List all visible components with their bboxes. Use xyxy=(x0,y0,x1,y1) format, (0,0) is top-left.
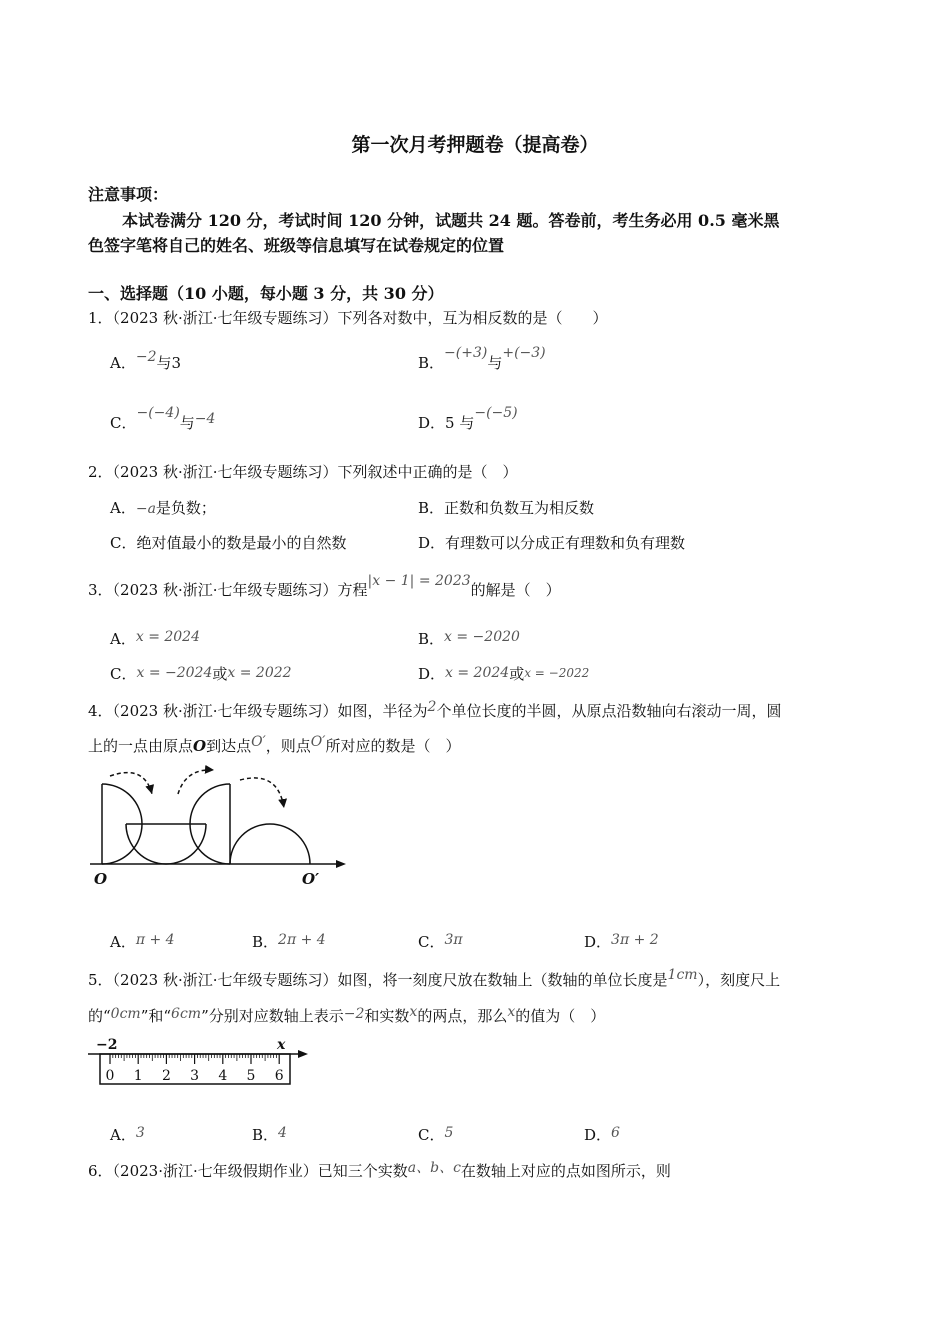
q5-option-a xyxy=(110,1124,145,1145)
q1-c-math2: −4 xyxy=(194,411,216,427)
q5-mx2: x xyxy=(507,1004,516,1020)
page-title: 第一次月考押题卷（提高卷） xyxy=(351,134,599,156)
q3-option-a xyxy=(110,628,200,649)
q4-point-o-prime-2: O′ xyxy=(310,734,326,750)
q3-d-label: D． xyxy=(418,665,446,683)
q4-option-b xyxy=(252,931,326,952)
q1-b-math2: +(−3) xyxy=(502,345,546,361)
q1-b-math1: −(+3) xyxy=(444,345,488,361)
q6-post: 在数轴上对应的点如图所示，则 xyxy=(460,1162,671,1180)
q5-l1-unit: 1cm xyxy=(667,967,698,983)
q5-stem-line-2 xyxy=(88,1005,605,1026)
q4-b-math1: 2π + 4 xyxy=(278,932,326,948)
q4-l1-pre: 4．（2023 秋·浙江·七年级专题练习）如图，半径为 xyxy=(88,702,428,720)
q5-a-label: A． xyxy=(110,1126,136,1144)
q1-c-label: C． xyxy=(110,414,137,432)
ruler-number: 1 xyxy=(133,1068,143,1084)
q3-stem xyxy=(88,573,561,600)
q4-option-a xyxy=(110,931,175,952)
q2-stem: 2．（2023 秋·浙江·七年级专题练习）下列叙述中正确的是（ ） xyxy=(88,463,518,481)
q2-d-label: D． xyxy=(418,534,446,552)
q1-option-d xyxy=(418,405,518,433)
ruler-number: 5 xyxy=(246,1068,256,1084)
q5-mneg2: −2 xyxy=(343,1006,365,1022)
q3-a-label: A． xyxy=(110,630,136,648)
q2-c-text: 绝对值最小的数是最小的自然数 xyxy=(136,534,347,552)
q2-option-c xyxy=(110,532,347,553)
q1-option-c xyxy=(110,405,216,433)
q6-stem xyxy=(88,1160,671,1181)
ruler-number: 4 xyxy=(218,1068,228,1084)
q5-d-label: D． xyxy=(584,1126,612,1144)
q3-stem-post: 的解是（ ） xyxy=(470,581,561,599)
q5-c-math1: 5 xyxy=(444,1125,454,1141)
q4-l2a: 上的一点由原点 xyxy=(88,737,194,755)
q5-c-label: C． xyxy=(418,1126,445,1144)
ruler-number: 6 xyxy=(274,1068,284,1084)
q5-fig-label-neg2: −2 xyxy=(96,1037,118,1053)
q3-d-math2: x = −2022 xyxy=(524,666,590,680)
q3-option-d xyxy=(418,663,589,684)
q2-b-text: 正数和负数互为相反数 xyxy=(444,499,595,517)
q5-ruler-ticks xyxy=(110,1054,279,1064)
q4-point-o: O xyxy=(193,737,207,755)
q4-stem-line-2 xyxy=(88,735,460,756)
q5-l2e: 的两点，那么 xyxy=(417,1007,508,1025)
q4-option-c xyxy=(418,931,463,952)
q3-option-b xyxy=(418,628,520,649)
q3-equation: |x − 1| = 2023 xyxy=(367,573,471,589)
q3-option-c xyxy=(110,663,292,684)
q2-option-a xyxy=(110,497,216,518)
q5-option-d xyxy=(584,1124,620,1145)
q4-figure xyxy=(86,764,356,894)
q4-l1-post: 个单位长度的半圆，从原点沿数轴向右滚动一周，圆 xyxy=(436,702,782,720)
q1-option-a xyxy=(110,349,182,373)
q6-vars: a、b、c xyxy=(407,1160,461,1176)
q4-stem-line-1 xyxy=(88,700,781,721)
q1-d-math1: −(−5) xyxy=(474,405,518,421)
q4-fig-label-o-prime: O′ xyxy=(302,870,320,888)
q5-m0: 0cm xyxy=(110,1006,141,1022)
q2-option-d xyxy=(418,532,685,553)
q5-fig-label-x: x xyxy=(277,1037,286,1053)
q1-option-b xyxy=(418,345,546,373)
notice-line-2: 色签字笔将自己的姓名、班级等信息填写在试卷规定的位置 xyxy=(88,236,505,255)
q3-c-math2: x = 2022 xyxy=(227,665,292,681)
q5-stem-line-1 xyxy=(88,969,780,990)
q5-l1-pre: 5．（2023 秋·浙江·七年级专题练习）如图，将一刻度尺放在数轴上（数轴的单位长度是 xyxy=(88,971,668,989)
q4-point-o-prime: O′ xyxy=(251,734,266,750)
q4-l2d: 所对应的数是（ ） xyxy=(325,737,461,755)
q4-roll-arrow-1-icon xyxy=(110,773,152,794)
q5-d-math1: 6 xyxy=(611,1125,620,1141)
q5-a-math1: 3 xyxy=(135,1125,145,1141)
q5-option-b xyxy=(252,1124,287,1145)
q5-l2f: 的值为（ ） xyxy=(515,1007,606,1025)
q2-b-label: B． xyxy=(418,499,445,517)
q1-a-label: A． xyxy=(110,354,136,372)
q6-pre: 6．（2023·浙江·七年级假期作业）已知三个实数 xyxy=(88,1162,408,1180)
q1-a-conj: 与 xyxy=(156,354,172,372)
q4-semicircle-2 xyxy=(126,824,206,864)
q5-l1-post: ），刻度尺上 xyxy=(697,971,781,989)
q4-b-label: B． xyxy=(252,933,279,951)
q3-c-math1: x = −2024 xyxy=(136,665,213,681)
q5-figure xyxy=(86,1034,316,1090)
q3-stem-pre: 3．（2023 秋·浙江·七年级专题练习）方程 xyxy=(88,581,368,599)
ruler-number: 2 xyxy=(161,1068,171,1084)
q4-semicircle-4 xyxy=(230,824,310,864)
q5-b-label: B． xyxy=(252,1126,279,1144)
section-heading: 一、选择题（10 小题，每小题 3 分，共 30 分） xyxy=(88,284,444,303)
q4-l2c: ，则点 xyxy=(265,737,311,755)
q4-c-label: C． xyxy=(418,933,445,951)
q5-ruler-numbers xyxy=(106,1068,284,1084)
q2-a-math1: −a xyxy=(135,501,156,517)
q1-d-pre: 5 与 xyxy=(445,414,475,432)
q5-b-math1: 4 xyxy=(278,1125,287,1141)
q4-roll-arrow-3-icon xyxy=(240,778,284,808)
q2-a-label: A． xyxy=(110,499,136,517)
q3-c-conj: 或 xyxy=(212,665,228,683)
q4-d-math1: 3π + 2 xyxy=(611,932,659,948)
q3-c-label: C． xyxy=(110,665,137,683)
q5-l2c: ”分别对应数轴上表示 xyxy=(201,1007,344,1025)
q5-l2b: ”和“ xyxy=(140,1007,172,1025)
q3-d-conj: 或 xyxy=(509,665,525,683)
q2-d-text: 有理数可以分成正有理数和负有理数 xyxy=(445,534,686,552)
q3-d-math1: x = 2024 xyxy=(445,665,510,681)
q2-a-text: 是负数； xyxy=(155,499,216,517)
q4-option-d xyxy=(584,931,659,952)
notice-heading: 注意事项： xyxy=(88,185,169,204)
notice-line-1: 本试卷满分 120 分，考试时间 120 分钟，试题共 24 题。答卷前，考生务必用 0.5 毫米黑 xyxy=(122,211,780,230)
q1-a-math2: 3 xyxy=(171,354,182,372)
q4-a-label: A． xyxy=(110,933,136,951)
q5-l2a: 的“ xyxy=(88,1007,111,1025)
q2-c-label: C． xyxy=(110,534,137,552)
q5-option-c xyxy=(418,1124,453,1145)
q2-option-b xyxy=(418,497,594,518)
q5-axis-arrowhead-icon xyxy=(298,1050,308,1058)
q4-a-math1: π + 4 xyxy=(135,932,175,948)
ruler-number: 0 xyxy=(105,1068,115,1084)
q1-d-label: D． xyxy=(418,414,446,432)
q1-b-conj: 与 xyxy=(487,354,503,372)
q1-c-math1: −(−4) xyxy=(136,405,180,421)
q5-mx: x xyxy=(409,1004,418,1020)
q5-l2d: 和实数 xyxy=(364,1007,410,1025)
q4-d-label: D． xyxy=(584,933,612,951)
q1-c-conj: 与 xyxy=(179,414,195,432)
ruler-number: 3 xyxy=(190,1068,200,1084)
q4-axis-arrowhead-icon xyxy=(336,860,346,868)
q4-c-math1: 3π xyxy=(444,932,463,948)
q1-b-label: B． xyxy=(418,354,445,372)
q4-l1-num: 2 xyxy=(427,699,437,715)
q1-stem: 1．（2023 秋·浙江·七年级专题练习）下列各对数中，互为相反数的是（ ） xyxy=(88,309,608,327)
q4-l2b: 到达点 xyxy=(206,737,252,755)
q5-m6: 6cm xyxy=(171,1006,202,1022)
q3-a-math1: x = 2024 xyxy=(135,629,200,645)
q3-b-math1: x = −2020 xyxy=(444,629,520,645)
q1-a-math1: −2 xyxy=(135,349,157,365)
q3-b-label: B． xyxy=(418,630,445,648)
q4-fig-label-o: O xyxy=(94,870,108,888)
